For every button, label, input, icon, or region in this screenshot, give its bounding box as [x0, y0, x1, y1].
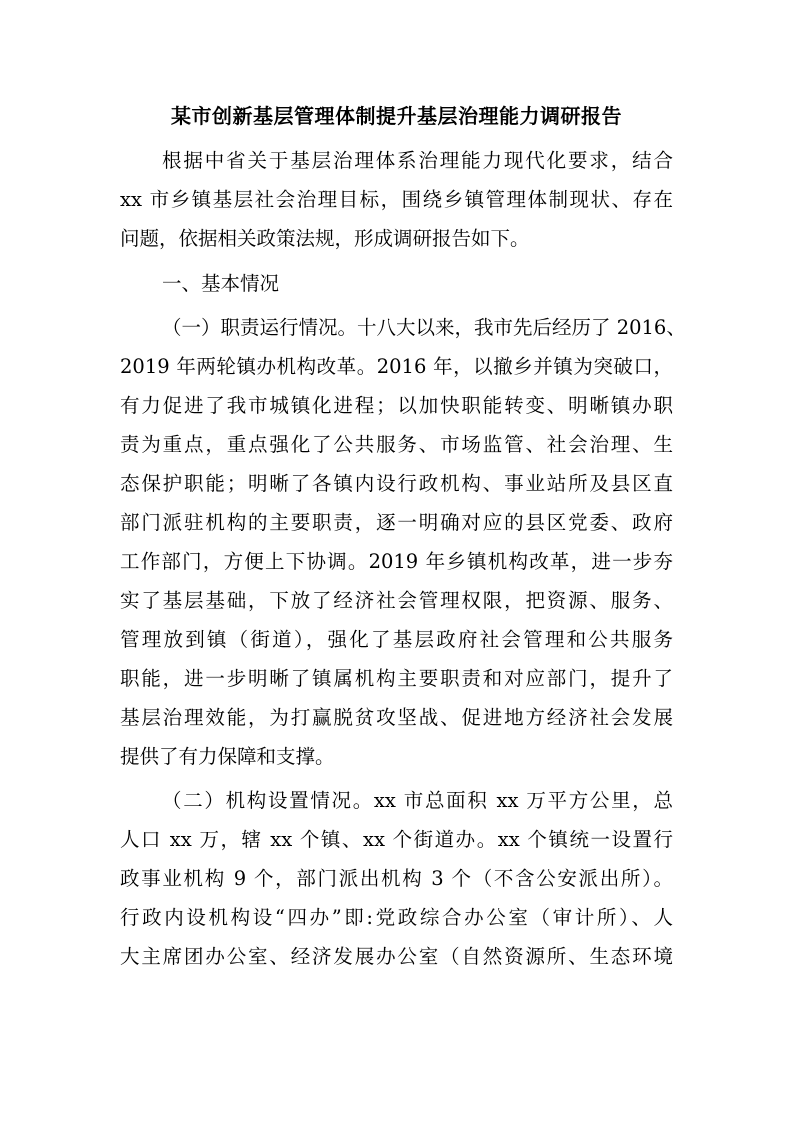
paragraph-line: 大主席团办公室、经济发展办公室（自然资源所、生态环境 [120, 945, 673, 968]
paragraph-line: 有力促进了我市城镇化进程；以加快职能转变、明晰镇办职 [120, 394, 673, 417]
paragraph-line: 责为重点，重点强化了公共服务、市场监管、社会治理、生 [120, 433, 673, 456]
paragraph-line: xx 市乡镇基层社会治理目标，围绕乡镇管理体制现状、存在 [120, 188, 673, 211]
section-heading: 一、基本情况 [162, 272, 280, 295]
paragraph-line: 部门派驻机构的主要职责，逐一明确对应的县区党委、政府 [120, 511, 673, 534]
paragraph-line: 2019 年两轮镇办机构改革。2016 年，以撤乡并镇为突破口， [120, 355, 673, 378]
paragraph-line: 态保护职能；明晰了各镇内设行政机构、事业站所及县区直 [120, 472, 673, 495]
paragraph-line: 工作部门，方便上下协调。2019 年乡镇机构改革，进一步夯 [120, 550, 673, 573]
paragraph-line: 基层治理效能，为打赢脱贫攻坚战、促进地方经济社会发展 [120, 706, 673, 729]
paragraph-line: （二）机构设置情况。xx 市总面积 xx 万平方公里，总 [162, 789, 673, 812]
paragraph-line: 人口 xx 万，辖 xx 个镇、xx 个街道办。xx 个镇统一设置行 [120, 828, 673, 851]
paragraph-line: 根据中省关于基层治理体系治理能力现代化要求，结合 [162, 149, 673, 172]
document-title: 某市创新基层管理体制提升基层治理能力调研报告 [171, 104, 622, 128]
paragraph-line: 政事业机构 9 个，部门派出机构 3 个（不含公安派出所）。 [120, 867, 673, 890]
paragraph-line: （一）职责运行情况。十八大以来，我市先后经历了 2016、 [162, 316, 686, 339]
paragraph-line: 职能，进一步明晰了镇属机构主要职责和对应部门，提升了 [120, 667, 673, 690]
paragraph-line: 提供了有力保障和支撑。 [120, 745, 335, 768]
paragraph-line: 实了基层基础，下放了经济社会管理权限，把资源、服务、 [120, 589, 673, 612]
paragraph-line: 管理放到镇（街道），强化了基层政府社会管理和公共服务 [120, 628, 673, 651]
paragraph-line: 问题，依据相关政策法规，形成调研报告如下。 [120, 227, 530, 250]
paragraph-line: 行政内设机构设“四办”即:党政综合办公室（审计所）、人 [120, 906, 673, 929]
